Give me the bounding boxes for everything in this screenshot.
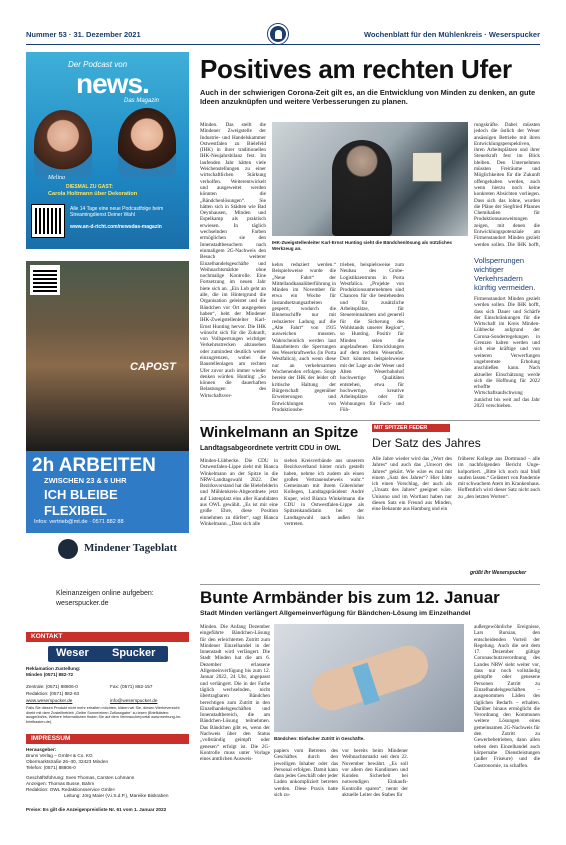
divider-1 — [200, 420, 540, 421]
paper-name: Wochenblatt für den Mühlenkreis · Weserspucker — [363, 30, 540, 39]
ad-line2: ZWISCHEN 23 & 6 UHR — [44, 476, 127, 485]
podcast-brand: news. — [76, 68, 149, 99]
main-col4a: rungskräfte. Dabei müssten jedoch die östlich der Weser ansässigen Betriebe mit ihren Entwicklungsperspektiven, ihren Arbeitsplätzen und ihrer Steuerkraft fest im Blick bleiben. Den Unternehmen müssten Freiräume und Möglichkeiten für die Zukunft offengehalten werden, auch wenn hierzu noch keine konkreten Absichten vorliegen. Dass sich das lohne, wurden die Pläne der Siegfried Pfannes Chemikalien für Produktionsausweitungen zeigen, mit denen die Entwicklungspotenziale am Firmenstandort Minden gezielt werden sollen. Die IHK hofft, — [474, 122, 540, 248]
main-photo — [272, 122, 468, 236]
fax: Fax: (0571) 882-157 — [110, 684, 153, 689]
podcast-qr-text: Alle 14 Tage eine neue Podcastfolge beim Streamingdienst Deiner Wahl — [70, 206, 164, 218]
imp-addr: Obermarktstraße 26–30, 32423 Minden — [26, 759, 109, 764]
paper-logo-icon — [268, 24, 288, 44]
podcast-line1: Der Podcast von — [68, 60, 128, 69]
podcast-sub: Das Magazin — [124, 98, 160, 104]
zentrale: Zentrale: (0571) 88806-0 — [26, 684, 78, 689]
mail-link[interactable]: info@weserspucker.de — [110, 698, 158, 703]
kontakt-notice: Falls Sie diesen Produkt nicht mehr erhalten möchten, klären wir Sie, diesen Werbeverzicht direkt mit dem Zustellbetrieb „Gelbe Sonne/einen Zuflussgabe“ zu lesen (Briefkästen: ausgeübt/es, Weitere Informationen finden Sie auf dem Verbraucherportal www.werbung-im-briefkasten.de). — [26, 706, 182, 724]
ad-paper-name: Mindener Tageblatt — [84, 542, 178, 554]
armbaender-caption: Bändchen: Einfacher Zutritt in Geschäfte. — [274, 736, 365, 741]
main-headline: Positives am rechten Ufer — [200, 54, 512, 84]
guest-label: DIESMAL ZU GAST: — [66, 184, 113, 190]
winkelmann-col2: sieben Kreisverbände aus unserem Bezirksverband hinter mich gestellt haben, nehme ich zudem als einen großen Vertrauensbeweis wahr.“ Gemeinsam mit ihrem Gütersloher Kollegen, Landtagspräsident André Kuper, wird Bianca Winkelmann die CDU in Ostwestfalen-Lippe als Spitzenkandidatin bei der Landtagswahl nach außen hin vertreten. — [284, 458, 364, 527]
kontakt-brand-weser: Weser — [56, 647, 89, 659]
main-quote: Vollsperrungen wichtiger Verkehrsadern künftig vermeiden. — [474, 256, 536, 292]
satz-col1: Alle Jahre wieder wird das „Wort des Jahres“ und auch das „Unwort des Jahres“ gekürt. Wie wäre es mal mit einem „Satz des Jahres“? Hier hätte ich einen Vorschlag, der auch als „Unsatz des Jahres“ geeignet wäre. Unisono und im Wortlaut haben nur diesen Satz ein Freund aus Minden, eine Bekannte aus Hamburg und ein — [372, 456, 452, 513]
main-col1: Minden. Das stellt die Mindener Zweigstelle der Industrie- und Handelskammer Ostwestfalen zu Bielefeld (IHK) in ihrer traditionellen IHK-Neujahrsbilanz fest. Im laufenden Jahr hätten viele Weichenstellungen zu einer wirtschaftlichen Stärkung verholfen. Weiterentwickelt und ausgeweitet werden könnten die „Bändchenlösungen“. Sie hätten sich in Städten wie Bad Oeynhausen, Minden und Espelkamp als praktisch erwiesen. In täglich wechselnden Farben ermöglichen sie den Innenstadtbesuchern nach einmaligem 2G-Nachweis den Besuch weiterer Einzelhandelsgeschäfte und Weihnachtsmärkte ohne nochmalige Kontrolle. Eine Fortsetzung im neuen Jahr biete sich an. „Ein Lob geht an alle, die im Hintergrund die Organisation geleistet und die Bändchen vor Ort ausgegeben haben“, hebt der Mindener IHK-Zweigstellenleiter Karl-Ernst Hunting hervor. Die IHK wünscht sich für die Zukunft, von Vollsperrungen wichtiger Verkehrsstrecken abzusehen oder zumindest deutlich weiter einzugrenzen, wobei die Baustellenlagen am rechten Ufer zuvor auch immer wieder denken würden. Hunting: „So können die dauerhaften Belastungen des Wirtschaftsver- — [200, 122, 266, 399]
armbaender-col2: papiers vom Betreten des Geschäftes durch den jeweiligen Inhaber oder das Personal erfolgen. Damit kann dann jedes Geschäft oder jeder Laden unkompliziert betreten werden. Diese Praxis hatte sich zu- — [274, 748, 338, 799]
main-col3: trieben, beispielsweise zum Neubau des Grobe-Logistikzentrums in Porta Westfalica. „Projekte von Produktionsunternehmen sind Chancen für die bestehenden und für zusätzliche Arbeitsplätze, für Steuereinnahmen und generell für die Sicherung des Wohlstands unserer Region“, so Hunting. Positiv für Minden seien die angelaufenen Entwicklungen auf dem rechten Weserufer. Dort könnten beispielsweise mit der Lage an der Weser und Alten Weserbahnhof hochwertige Qualitäten entstehen, etwa für hochwertige, kreative Arbeitsplätze oder für Wohnungen für Fach- und Füh- — [340, 262, 404, 413]
armbaender-title: Bunte Armbänder bis zum 12. Januar — [200, 588, 500, 607]
armbaender-col1: Minden. Die Anfang Dezember eingeführte Bändchen-Lösung für den erleichterten Zutritt zum Mindener Einzelhandel in der Innenstadt wird verlängert. Die Stadt Minden hat die am 6. Dezember erlassene Allgemeinverfügung bis zum 12. Januar 2022, 24 Uhr, angepasst und verlängert. Die in der Farbe täglich wechselnden, nicht übertragbaren Bändchen berechtigen zum Zutritt in den Einzelhandelsgeschäften und Innenstadtbereich, die am Bändchen-Lösung teilnehmen. Das Bändchen gibt es, wenn der Nachweis über den Status „vollständig geimpft oder genesen“ erfolgt ist. Die 2G-Kontrolle muss unter Vorlage eines amtlichen Ausweis- — [200, 624, 270, 763]
small-ad-line1: Kleinanzeigen online aufgeben: — [56, 590, 154, 597]
host-portrait-right — [118, 108, 176, 178]
impressum-box — [26, 734, 189, 824]
armbaender-col3: vor bereits beim Mindener Weihnachtsmarkt seit dem 22. November bewährt. „Es soll vor allem den Kundinnen und Kunden Sicherheit bei notwendigen Einkaufs-Kontrolle sparen“, nennt der aktuelle Leiter des Stabes für — [342, 748, 408, 799]
podcast-qr-icon[interactable] — [32, 205, 64, 237]
imp-gf: Geschäftsführung: Sven Thomas, Carsten Lohmann — [26, 775, 135, 780]
imp-anz: Anzeigen: Thomas Busse, Bahm — [26, 781, 95, 786]
main-col2: kehrs reduziert werden.“ Beispielsweise wurde die „Neue Fahrt“ der Mittellandkanalüberführung in Minden im November für etwa ein Woche für Instandsetzungsarbeiten gesperrt, wodurch die Binnenschiffe nur mit reduzierter Ladung auf die „Alte Fahrt“ von 1915 ausweichen mussten. Wahrscheinlich werden laut Bauarbeitern die Sperrungen des Weserkraftwerks (in Porta Westfalica), auch wenn diese nur an verkehrsarmen Wochenenden erfolgen. Sorge bereite der IHK der leider oft kritische Haltung der Bürgerschaft gegenüber Erweiterungen und Entwicklungen von Produktionsbe- — [272, 262, 336, 413]
host-name: Melina — [48, 175, 65, 181]
quote-box — [474, 256, 540, 292]
winkelmann-col1: Minden-Lübbecke. Die CDU in Ostwestfalen-Lippe zieht mit Bianca Winkelmann an der Spitze in die NRW-Landtagswahl 2022. Der Bezirksvorstand hat die Bielefelderin und Mühlenkreis-Abgeordnete jetzt auf Listenplatz eins aller Kandidaten aus OWL gewählt. „Es ist mir eine große Ehre, diese Position einnehmen zu dürfen“, sagt Bianca Winkelmann. „Dass sich alle — [200, 458, 278, 527]
armbaender-sub: Stadt Minden verlängert Allgemeinverfügung für Bändchen-Lösung im Einzelhandel — [200, 610, 471, 617]
ad-photo-sign: CAPOST — [130, 361, 176, 373]
page-header — [0, 0, 566, 52]
ad-qr-icon[interactable] — [30, 265, 60, 295]
ad-line4: FLEXIBEL — [44, 503, 107, 518]
satz-sign: grüßt Ihr Weserspucker — [470, 570, 527, 576]
winkelmann-sub: Landtagsabgeordnete vertritt CDU in OWL — [200, 445, 341, 452]
divider-2 — [200, 584, 540, 585]
armbaender-photo — [274, 624, 464, 732]
kontakt-box — [26, 632, 189, 732]
winkelmann-title: Winkelmann an Spitze — [200, 424, 359, 441]
imp-red: Redaktion: OWL Redaktionsservice GmbH — [26, 787, 115, 792]
guest-name: Carola Holtmann über Dekoration — [48, 191, 138, 197]
impressum-tag: IMPRESSUM — [31, 735, 71, 742]
ad-contact[interactable]: Infos: vertrieb@mt.de · 0571 882 88 — [34, 519, 124, 525]
imp-preis: Preise: Es gilt die Anzeigenpreisliste Nr. 61 vom 1. Januar 2022 — [26, 807, 167, 812]
podcast-qr-url[interactable]: www.an-d-richt.com/newsdas-magazin — [70, 224, 162, 230]
reklam-value: Minden (0571) 882-72 — [26, 672, 74, 677]
main-lead: Auch in der schwierigen Corona-Zeit gilt es, an die Entwicklung von Minden zu denken, an gute Ideen anzuknüpfen und weitere Verbesserungen zu planen. — [200, 88, 536, 107]
podcast-ad[interactable] — [26, 52, 189, 249]
job-ad[interactable] — [26, 261, 189, 569]
photo-person — [332, 140, 392, 236]
main-col4b: Firmenstandort Minden gezielt werden sollen. Die IHK hofft, dass sich Dauer und Schärfe der Einschränkungen für die Wirtschaft im Kreis Minden-Lübbecke aufgrund der Corona-Sonderregelungen in Grenzen halten werden und sich eine kräftige und von weiteren Verwerfungen ungebremste Erholung anschließen kann. Nach aktueller Einschätzung werde sich die Hoffnung für 2022 erhoffte Wirtschaftsaufschwung zunächst bis weit auf das Jahr 2023 verschieben. — [474, 296, 540, 410]
ad-headline: 2h ARBEITEN — [32, 455, 156, 476]
main-photo-caption: IHK-Zweigstellenleiter Karl-Ernst Hunting sieht die Bändchenlösung als nützliches Werkzeug an. — [272, 240, 452, 251]
satz-col2: früherer Kollege aus Dortmund – alle im nachfolgenden Bericht Unge-kolportiert. „Bitte ich noch mal bloß saufen lassen.“ Gelästert von Pandemie mit schwachem Atem im Krankenhaus. Hoffentlich wird dieser Satz nicht auch zu „den letzten Worten“. — [458, 456, 540, 500]
redaktion-tel: Redaktion: (0571) 882-63 — [26, 691, 80, 696]
satz-tag: MIT SPITZER FEDER — [374, 425, 428, 431]
imp-tel: Telefon: (0571) 88806-0 — [26, 765, 76, 770]
header-divider — [26, 44, 540, 45]
issue-info: Nummer 53 · 31. Dezember 2021 — [26, 30, 141, 39]
satz-title: Der Satz des Jahres — [372, 436, 481, 450]
imp-h1v: Bruns Verlag – GmbH & Co. KG — [26, 753, 93, 758]
small-ad[interactable] — [26, 580, 189, 622]
photo-sign — [412, 152, 442, 182]
kontakt-tag: KONTAKT — [31, 633, 63, 640]
host-portrait-left — [34, 110, 92, 178]
small-ad-line2[interactable]: weserspucker.de — [56, 600, 109, 607]
web-link[interactable]: www.weserspucker.de — [26, 698, 73, 703]
ad-line3: ICH BLEIBE — [44, 487, 118, 502]
kontakt-brand-spucker: Spucker — [112, 647, 156, 659]
reklam-label: Reklamation Zustellung: — [26, 666, 81, 671]
ad-paper-logo-icon — [58, 539, 78, 559]
armbaender-col4: außergewöhnliche Ereignisse, Lars Bursian, den entscheidenden Vorteil der Regelung. Auch die seit dem 17. Dezember gültige Coronaschutzverordnung des Landes NRW sieht weiter vor, dass nur noch vollständig geimpfte oder genesene Personen Zutritt zu Einzelhandelsgeschäften – ausgenommen Läden des täglichen Bedarfs – erhalten. Darüber hinaus ermöglicht die Verordnung den Kommunen weitere Lösungen eines gemeinsamen 2G-Nachweis für den Zutritt zu Gewerbebetrieben, dann allen neben dem Einzelhandel auch körpernahe Dienstleistungen (außer Friseure) und die Gastronomie, zu schaffen. — [474, 624, 540, 769]
imp-lei: Leitung: Jörg Maier (V.i.S.d.P.), Mareike Biskraben — [64, 793, 169, 798]
imp-h1: Herausgeber: — [26, 747, 57, 752]
